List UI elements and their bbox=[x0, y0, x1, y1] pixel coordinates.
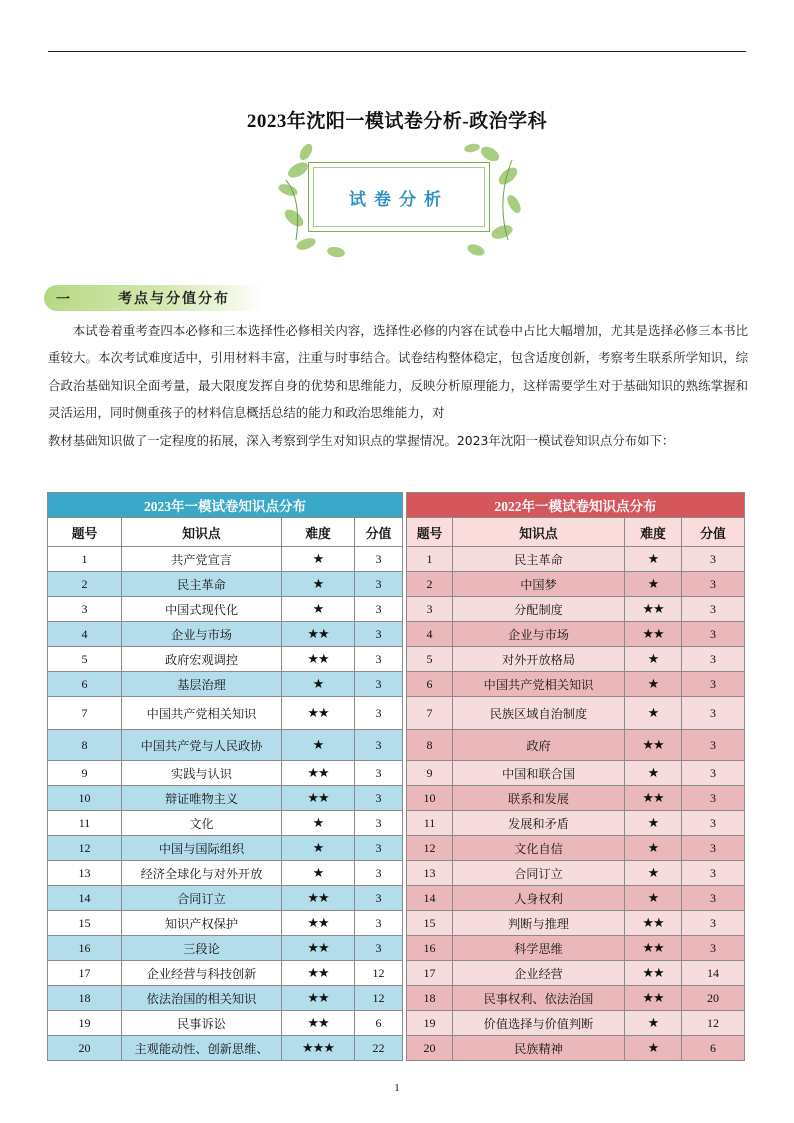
cell-2022-question-number: 17 bbox=[407, 961, 453, 986]
cell-2022-score-value: 3 bbox=[682, 786, 745, 811]
cell-2023-score-value: 3 bbox=[355, 761, 403, 786]
cell-2023-question-number: 13 bbox=[48, 861, 122, 886]
table-row bbox=[48, 547, 745, 572]
table-row bbox=[48, 811, 745, 836]
cell-2022-knowledge-point: 科学思维 bbox=[453, 936, 625, 961]
cell-2022-score-value: 3 bbox=[682, 811, 745, 836]
cell-2022-difficulty-stars: ★ bbox=[625, 547, 682, 572]
cell-2023-difficulty-stars: ★★ bbox=[282, 697, 355, 730]
cell-2022-knowledge-point: 民事权利、依法治国 bbox=[453, 986, 625, 1011]
cell-2023-knowledge-point: 经济全球化与对外开放 bbox=[122, 861, 282, 886]
column-header: 难度 bbox=[625, 518, 682, 547]
cell-2023-knowledge-point: 政府宏观调控 bbox=[122, 647, 282, 672]
cell-2022-score-value: 3 bbox=[682, 730, 745, 761]
cell-2022-difficulty-stars: ★ bbox=[625, 1036, 682, 1061]
cell-2022-knowledge-point: 民主革命 bbox=[453, 547, 625, 572]
cell-2023-knowledge-point: 中国式现代化 bbox=[122, 597, 282, 622]
column-header: 难度 bbox=[282, 518, 355, 547]
table-row bbox=[48, 572, 745, 597]
cell-2023-difficulty-stars: ★★ bbox=[282, 622, 355, 647]
cell-2022-knowledge-point: 企业与市场 bbox=[453, 622, 625, 647]
cell-2022-score-value: 3 bbox=[682, 572, 745, 597]
cell-2022-question-number: 16 bbox=[407, 936, 453, 961]
cell-2023-difficulty-stars: ★★ bbox=[282, 886, 355, 911]
cell-2023-score-value: 3 bbox=[355, 597, 403, 622]
cell-2023-difficulty-stars: ★★ bbox=[282, 647, 355, 672]
cell-2022-question-number: 7 bbox=[407, 697, 453, 730]
cell-2022-score-value: 3 bbox=[682, 622, 745, 647]
cell-2023-score-value: 3 bbox=[355, 697, 403, 730]
cell-2022-question-number: 12 bbox=[407, 836, 453, 861]
cell-2023-difficulty-stars: ★★ bbox=[282, 786, 355, 811]
cell-2022-score-value: 3 bbox=[682, 697, 745, 730]
cell-2022-knowledge-point: 文化自信 bbox=[453, 836, 625, 861]
cell-2023-knowledge-point: 依法治国的相关知识 bbox=[122, 986, 282, 1011]
banner-label: 试卷分析 bbox=[349, 189, 449, 210]
cell-2023-question-number: 19 bbox=[48, 1011, 122, 1036]
cell-2022-question-number: 10 bbox=[407, 786, 453, 811]
cell-2022-score-value: 3 bbox=[682, 836, 745, 861]
cell-2023-difficulty-stars: ★ bbox=[282, 861, 355, 886]
cell-2022-difficulty-stars: ★★ bbox=[625, 730, 682, 761]
cell-2023-knowledge-point: 基层治理 bbox=[122, 672, 282, 697]
cell-2023-difficulty-stars: ★★★ bbox=[282, 1036, 355, 1061]
cell-2022-question-number: 6 bbox=[407, 672, 453, 697]
cell-2023-difficulty-stars: ★ bbox=[282, 730, 355, 761]
cell-2022-knowledge-point: 分配制度 bbox=[453, 597, 625, 622]
table-row bbox=[48, 861, 745, 886]
cell-2022-knowledge-point: 民族精神 bbox=[453, 1036, 625, 1061]
section-number: 一 bbox=[56, 292, 70, 308]
section-label: 考点与分值分布 bbox=[118, 291, 230, 307]
cell-2022-score-value: 3 bbox=[682, 936, 745, 961]
cell-2022-question-number: 14 bbox=[407, 886, 453, 911]
cell-2023-score-value: 3 bbox=[355, 936, 403, 961]
table-title-2022: 2022年一模试卷知识点分布 bbox=[407, 493, 745, 518]
cell-2023-question-number: 14 bbox=[48, 886, 122, 911]
cell-2022-knowledge-point: 人身权利 bbox=[453, 886, 625, 911]
cell-2022-question-number: 20 bbox=[407, 1036, 453, 1061]
cell-2022-question-number: 4 bbox=[407, 622, 453, 647]
cell-2023-knowledge-point: 民主革命 bbox=[122, 572, 282, 597]
analysis-paragraph bbox=[48, 317, 748, 448]
cell-2023-question-number: 2 bbox=[48, 572, 122, 597]
cell-2023-question-number: 9 bbox=[48, 761, 122, 786]
cell-2023-knowledge-point: 实践与认识 bbox=[122, 761, 282, 786]
cell-2023-score-value: 12 bbox=[355, 961, 403, 986]
cell-2022-knowledge-point: 判断与推理 bbox=[453, 911, 625, 936]
paragraph-text: 本试卷着重考查四本必修和三本选择性必修相关内容，选择性必修的内容在试卷中占比大幅增加，尤其是选择必修三本书比重较大。本次考试难度适中，引用材料丰富，注重与时事结合。试卷结构整体稳定，包含适度创新，考察考生联系所学知识，综合政治基础知识全面考量，最大限度发挥自身的优势和思维能力，反映分析原理能力，这样需要学生对于基础知识的熟练掌握和灵活运用，同时侧重孩子的材料信息概括总结的能力和政治思维能力，对 bbox=[48, 323, 748, 421]
table-row bbox=[48, 761, 745, 786]
cell-2022-difficulty-stars: ★★ bbox=[625, 911, 682, 936]
cell-2022-difficulty-stars: ★ bbox=[625, 647, 682, 672]
cell-2022-knowledge-point: 中国共产党相关知识 bbox=[453, 672, 625, 697]
cell-2023-question-number: 18 bbox=[48, 986, 122, 1011]
table-row bbox=[48, 786, 745, 811]
cell-2022-difficulty-stars: ★ bbox=[625, 572, 682, 597]
cell-2022-score-value: 3 bbox=[682, 861, 745, 886]
cell-2022-question-number: 19 bbox=[407, 1011, 453, 1036]
cell-2023-knowledge-point: 中国共产党相关知识 bbox=[122, 697, 282, 730]
section-heading bbox=[44, 283, 264, 315]
cell-2023-score-value: 3 bbox=[355, 547, 403, 572]
table-row bbox=[48, 697, 745, 730]
table-row bbox=[48, 672, 745, 697]
column-header: 分值 bbox=[682, 518, 745, 547]
cell-2022-difficulty-stars: ★★ bbox=[625, 986, 682, 1011]
table-row bbox=[48, 622, 745, 647]
page-number: 1 bbox=[394, 1082, 400, 1094]
cell-2022-score-value: 3 bbox=[682, 597, 745, 622]
cell-2023-knowledge-point: 主观能动性、创新思维、 bbox=[122, 1036, 282, 1061]
cell-2023-question-number: 20 bbox=[48, 1036, 122, 1061]
cell-2023-question-number: 6 bbox=[48, 672, 122, 697]
cell-2022-difficulty-stars: ★ bbox=[625, 811, 682, 836]
cell-2023-knowledge-point: 企业经营与科技创新 bbox=[122, 961, 282, 986]
cell-2023-question-number: 10 bbox=[48, 786, 122, 811]
cell-2022-score-value: 3 bbox=[682, 647, 745, 672]
cell-2023-score-value: 3 bbox=[355, 572, 403, 597]
cell-2023-difficulty-stars: ★★ bbox=[282, 961, 355, 986]
cell-2022-question-number: 18 bbox=[407, 986, 453, 1011]
table-row bbox=[48, 1011, 745, 1036]
document-title: 2023年沈阳一模试卷分析-政治学科 bbox=[246, 111, 548, 132]
column-header: 知识点 bbox=[122, 518, 282, 547]
cell-2022-difficulty-stars: ★ bbox=[625, 861, 682, 886]
cell-2022-question-number: 13 bbox=[407, 861, 453, 886]
cell-2023-knowledge-point: 知识产权保护 bbox=[122, 911, 282, 936]
cell-2022-knowledge-point: 政府 bbox=[453, 730, 625, 761]
knowledge-point-table bbox=[47, 492, 745, 1061]
cell-2023-knowledge-point: 文化 bbox=[122, 811, 282, 836]
cell-2022-knowledge-point: 联系和发展 bbox=[453, 786, 625, 811]
table-row bbox=[48, 1036, 745, 1061]
cell-2023-knowledge-point: 辩证唯物主义 bbox=[122, 786, 282, 811]
cell-2023-difficulty-stars: ★★ bbox=[282, 761, 355, 786]
paragraph-last-line: 教材基础知识做了一定程度的拓展，深入考察到学生对知识点的掌握情况。2023年沈阳一模试卷知识点分布如下： bbox=[48, 433, 675, 448]
cell-2023-score-value: 3 bbox=[355, 836, 403, 861]
cell-2023-difficulty-stars: ★★ bbox=[282, 936, 355, 961]
cell-2022-question-number: 15 bbox=[407, 911, 453, 936]
cell-2023-knowledge-point: 三段论 bbox=[122, 936, 282, 961]
cell-2022-difficulty-stars: ★ bbox=[625, 761, 682, 786]
cell-2022-difficulty-stars: ★ bbox=[625, 697, 682, 730]
cell-2023-score-value: 3 bbox=[355, 786, 403, 811]
cell-2023-question-number: 15 bbox=[48, 911, 122, 936]
cell-2022-knowledge-point: 合同订立 bbox=[453, 861, 625, 886]
cell-2023-knowledge-point: 中国与国际组织 bbox=[122, 836, 282, 861]
table-title-2023: 2023年一模试卷知识点分布 bbox=[48, 493, 403, 518]
table-row bbox=[48, 730, 745, 761]
cell-2022-score-value: 3 bbox=[682, 547, 745, 572]
cell-2022-knowledge-point: 中国和联合国 bbox=[453, 761, 625, 786]
cell-2023-question-number: 3 bbox=[48, 597, 122, 622]
table-row bbox=[48, 961, 745, 986]
cell-2022-difficulty-stars: ★★ bbox=[625, 936, 682, 961]
cell-2023-score-value: 3 bbox=[355, 672, 403, 697]
table-row bbox=[48, 886, 745, 911]
cell-2022-question-number: 9 bbox=[407, 761, 453, 786]
cell-2022-score-value: 20 bbox=[682, 986, 745, 1011]
cell-2022-difficulty-stars: ★★ bbox=[625, 597, 682, 622]
cell-2023-question-number: 8 bbox=[48, 730, 122, 761]
cell-2022-difficulty-stars: ★ bbox=[625, 836, 682, 861]
cell-2023-question-number: 4 bbox=[48, 622, 122, 647]
cell-2022-question-number: 2 bbox=[407, 572, 453, 597]
cell-2023-knowledge-point: 中国共产党与人民政协 bbox=[122, 730, 282, 761]
cell-2022-difficulty-stars: ★★ bbox=[625, 622, 682, 647]
cell-2022-difficulty-stars: ★ bbox=[625, 1011, 682, 1036]
cell-2023-question-number: 7 bbox=[48, 697, 122, 730]
cell-2023-score-value: 3 bbox=[355, 886, 403, 911]
cell-2023-question-number: 11 bbox=[48, 811, 122, 836]
cell-2022-score-value: 3 bbox=[682, 761, 745, 786]
cell-2022-difficulty-stars: ★ bbox=[625, 886, 682, 911]
cell-2022-score-value: 3 bbox=[682, 911, 745, 936]
column-header: 知识点 bbox=[453, 518, 625, 547]
cell-2023-score-value: 22 bbox=[355, 1036, 403, 1061]
cell-2023-question-number: 17 bbox=[48, 961, 122, 986]
cell-2023-difficulty-stars: ★ bbox=[282, 811, 355, 836]
cell-2022-question-number: 3 bbox=[407, 597, 453, 622]
cell-2023-difficulty-stars: ★ bbox=[282, 572, 355, 597]
table-row bbox=[48, 936, 745, 961]
column-header: 题号 bbox=[48, 518, 122, 547]
cell-2023-score-value: 3 bbox=[355, 647, 403, 672]
table-row bbox=[48, 911, 745, 936]
cell-2023-difficulty-stars: ★★ bbox=[282, 911, 355, 936]
cell-2022-score-value: 3 bbox=[682, 672, 745, 697]
cell-2023-question-number: 5 bbox=[48, 647, 122, 672]
cell-2022-score-value: 12 bbox=[682, 1011, 745, 1036]
cell-2023-score-value: 3 bbox=[355, 730, 403, 761]
cell-2023-difficulty-stars: ★★ bbox=[282, 1011, 355, 1036]
cell-2022-score-value: 14 bbox=[682, 961, 745, 986]
cell-2022-knowledge-point: 企业经营 bbox=[453, 961, 625, 986]
cell-2022-score-value: 3 bbox=[682, 886, 745, 911]
column-header: 分值 bbox=[355, 518, 403, 547]
cell-2022-question-number: 5 bbox=[407, 647, 453, 672]
table-row bbox=[48, 597, 745, 622]
table-row bbox=[48, 647, 745, 672]
section-banner bbox=[276, 140, 524, 262]
cell-2022-question-number: 8 bbox=[407, 730, 453, 761]
cell-2023-score-value: 3 bbox=[355, 861, 403, 886]
cell-2023-difficulty-stars: ★★ bbox=[282, 986, 355, 1011]
cell-2022-knowledge-point: 中国梦 bbox=[453, 572, 625, 597]
cell-2023-knowledge-point: 合同订立 bbox=[122, 886, 282, 911]
cell-2022-difficulty-stars: ★★ bbox=[625, 961, 682, 986]
table-row bbox=[48, 986, 745, 1011]
cell-2022-knowledge-point: 价值选择与价值判断 bbox=[453, 1011, 625, 1036]
cell-2023-score-value: 3 bbox=[355, 911, 403, 936]
cell-2022-question-number: 1 bbox=[407, 547, 453, 572]
cell-2023-score-value: 12 bbox=[355, 986, 403, 1011]
cell-2022-knowledge-point: 民族区域自治制度 bbox=[453, 697, 625, 730]
cell-2022-score-value: 6 bbox=[682, 1036, 745, 1061]
cell-2022-difficulty-stars: ★★ bbox=[625, 786, 682, 811]
cell-2023-difficulty-stars: ★ bbox=[282, 597, 355, 622]
banner-box bbox=[308, 162, 490, 232]
cell-2023-score-value: 3 bbox=[355, 622, 403, 647]
cell-2023-difficulty-stars: ★ bbox=[282, 547, 355, 572]
column-header: 题号 bbox=[407, 518, 453, 547]
cell-2022-knowledge-point: 发展和矛盾 bbox=[453, 811, 625, 836]
cell-2023-difficulty-stars: ★ bbox=[282, 836, 355, 861]
cell-2023-knowledge-point: 共产党宣言 bbox=[122, 547, 282, 572]
cell-2023-difficulty-stars: ★ bbox=[282, 672, 355, 697]
cell-2022-question-number: 11 bbox=[407, 811, 453, 836]
header-rule bbox=[48, 51, 746, 52]
cell-2023-question-number: 12 bbox=[48, 836, 122, 861]
cell-2023-score-value: 6 bbox=[355, 1011, 403, 1036]
cell-2023-question-number: 1 bbox=[48, 547, 122, 572]
cell-2022-difficulty-stars: ★ bbox=[625, 672, 682, 697]
table-row bbox=[48, 836, 745, 861]
cell-2023-knowledge-point: 民事诉讼 bbox=[122, 1011, 282, 1036]
cell-2022-knowledge-point: 对外开放格局 bbox=[453, 647, 625, 672]
cell-2023-knowledge-point: 企业与市场 bbox=[122, 622, 282, 647]
cell-2023-question-number: 16 bbox=[48, 936, 122, 961]
cell-2023-score-value: 3 bbox=[355, 811, 403, 836]
